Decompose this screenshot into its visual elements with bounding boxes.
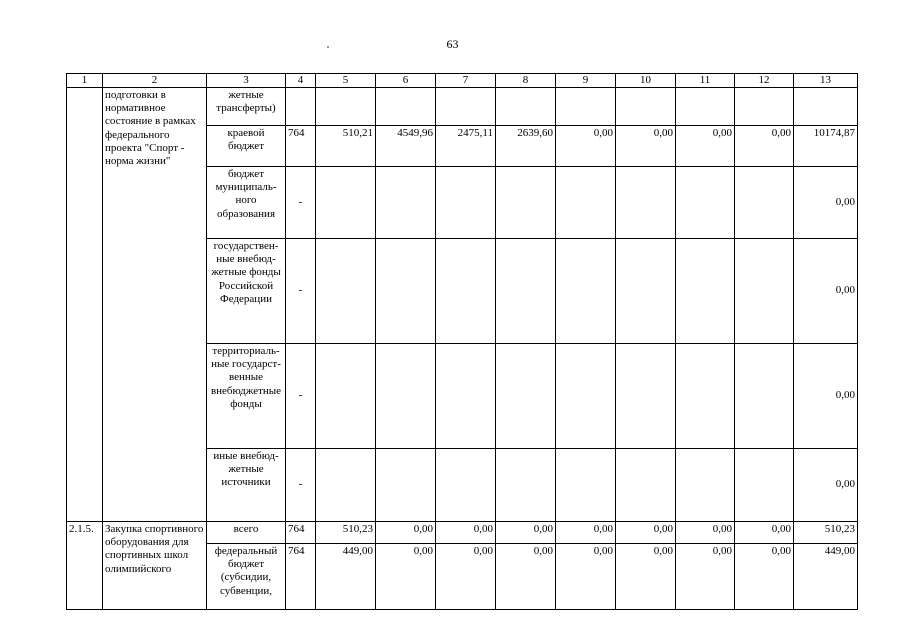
item-name: подготовки в нормативное состояние в рамках федерального проекта "Спорт - норма жизни" <box>103 88 207 522</box>
value-cell <box>676 167 735 239</box>
value-cell: 510,21 <box>316 126 376 167</box>
value-cell <box>316 88 376 126</box>
value-cell <box>616 239 676 344</box>
budget-table <box>66 73 858 610</box>
value-cell <box>735 449 794 522</box>
value-cell <box>436 344 496 449</box>
code-cell <box>286 88 316 126</box>
item-number <box>67 88 103 522</box>
value-cell: 0,00 <box>496 522 556 544</box>
value-cell <box>616 344 676 449</box>
code-cell: - <box>286 449 316 522</box>
value-cell: 0,00 <box>676 522 735 544</box>
funding-source: территориаль-ные государст-венные внебюджетные фонды <box>207 344 286 449</box>
funding-source: краевой бюджет <box>207 126 286 167</box>
value-cell <box>556 449 616 522</box>
value-cell <box>616 88 676 126</box>
value-cell <box>496 88 556 126</box>
value-cell <box>316 344 376 449</box>
value-cell: 0,00 <box>436 522 496 544</box>
value-cell: 0,00 <box>556 126 616 167</box>
value-cell: 0,00 <box>376 522 436 544</box>
item-name: Закупка спортивного оборудования для спортивных школ олимпийского <box>103 522 207 610</box>
value-cell <box>376 88 436 126</box>
header-cell: 8 <box>496 74 556 88</box>
value-cell <box>316 449 376 522</box>
value-cell <box>735 344 794 449</box>
table-row <box>67 522 858 544</box>
value-cell <box>496 239 556 344</box>
value-cell: 0,00 <box>735 544 794 610</box>
value-cell: 0,00 <box>616 522 676 544</box>
value-cell <box>676 449 735 522</box>
value-cell: 0,00 <box>735 126 794 167</box>
value-cell: 0,00 <box>376 544 436 610</box>
value-cell <box>496 167 556 239</box>
value-cell <box>676 344 735 449</box>
value-cell <box>794 88 858 126</box>
value-cell <box>735 88 794 126</box>
value-cell: 0,00 <box>676 544 735 610</box>
value-cell <box>556 167 616 239</box>
value-cell: 0,00 <box>436 544 496 610</box>
header-cell: 3 <box>207 74 286 88</box>
value-cell <box>376 344 436 449</box>
header-cell: 10 <box>616 74 676 88</box>
code-cell: 764 <box>286 126 316 167</box>
value-cell <box>735 167 794 239</box>
value-cell <box>496 344 556 449</box>
value-cell <box>676 88 735 126</box>
value-cell <box>616 449 676 522</box>
code-cell: - <box>286 239 316 344</box>
value-cell <box>316 239 376 344</box>
header-cell: 7 <box>436 74 496 88</box>
value-cell: 0,00 <box>794 449 858 522</box>
value-cell <box>436 167 496 239</box>
code-cell: 764 <box>286 544 316 610</box>
value-cell <box>436 449 496 522</box>
value-cell: 449,00 <box>794 544 858 610</box>
funding-source: всего <box>207 522 286 544</box>
value-cell: 0,00 <box>676 126 735 167</box>
header-cell: 11 <box>676 74 735 88</box>
code-cell: - <box>286 167 316 239</box>
value-cell <box>676 239 735 344</box>
header-cell: 13 <box>794 74 858 88</box>
value-cell <box>556 239 616 344</box>
value-cell <box>496 449 556 522</box>
item-number: 2.1.5. <box>67 522 103 610</box>
funding-source: иные внебюд-жетные источники <box>207 449 286 522</box>
value-cell: 0,00 <box>556 522 616 544</box>
value-cell: 510,23 <box>794 522 858 544</box>
page-number: 63 <box>446 37 459 51</box>
value-cell <box>436 88 496 126</box>
value-cell: 0,00 <box>794 344 858 449</box>
funding-source: государствен-ные внебюд-жетные фонды Российской Федерации <box>207 239 286 344</box>
value-cell <box>376 239 436 344</box>
value-cell: 10174,87 <box>794 126 858 167</box>
funding-source: федеральный бюджет (субсидии, субвенции, <box>207 544 286 610</box>
value-cell: 449,00 <box>316 544 376 610</box>
value-cell: 0,00 <box>794 167 858 239</box>
value-cell: 4549,96 <box>376 126 436 167</box>
value-cell: 0,00 <box>794 239 858 344</box>
value-cell: 2475,11 <box>436 126 496 167</box>
value-cell <box>556 88 616 126</box>
value-cell: 2639,60 <box>496 126 556 167</box>
header-cell: 9 <box>556 74 616 88</box>
header-cell: 1 <box>67 74 103 88</box>
value-cell <box>556 344 616 449</box>
funding-source: бюджет муниципаль-ного образования <box>207 167 286 239</box>
value-cell <box>376 449 436 522</box>
value-cell <box>436 239 496 344</box>
header-cell: 6 <box>376 74 436 88</box>
value-cell: 510,23 <box>316 522 376 544</box>
value-cell: 0,00 <box>496 544 556 610</box>
value-cell <box>376 167 436 239</box>
header-cell: 2 <box>103 74 207 88</box>
value-cell: 0,00 <box>616 126 676 167</box>
value-cell: 0,00 <box>616 544 676 610</box>
code-cell: 764 <box>286 522 316 544</box>
value-cell <box>616 167 676 239</box>
value-cell: 0,00 <box>735 522 794 544</box>
scan-speck <box>327 46 329 48</box>
table-row <box>67 88 858 126</box>
header-row <box>67 74 858 88</box>
header-cell: 5 <box>316 74 376 88</box>
header-cell: 12 <box>735 74 794 88</box>
code-cell: - <box>286 344 316 449</box>
value-cell: 0,00 <box>556 544 616 610</box>
value-cell <box>316 167 376 239</box>
header-cell: 4 <box>286 74 316 88</box>
value-cell <box>735 239 794 344</box>
funding-source: жетные трансферты) <box>207 88 286 126</box>
